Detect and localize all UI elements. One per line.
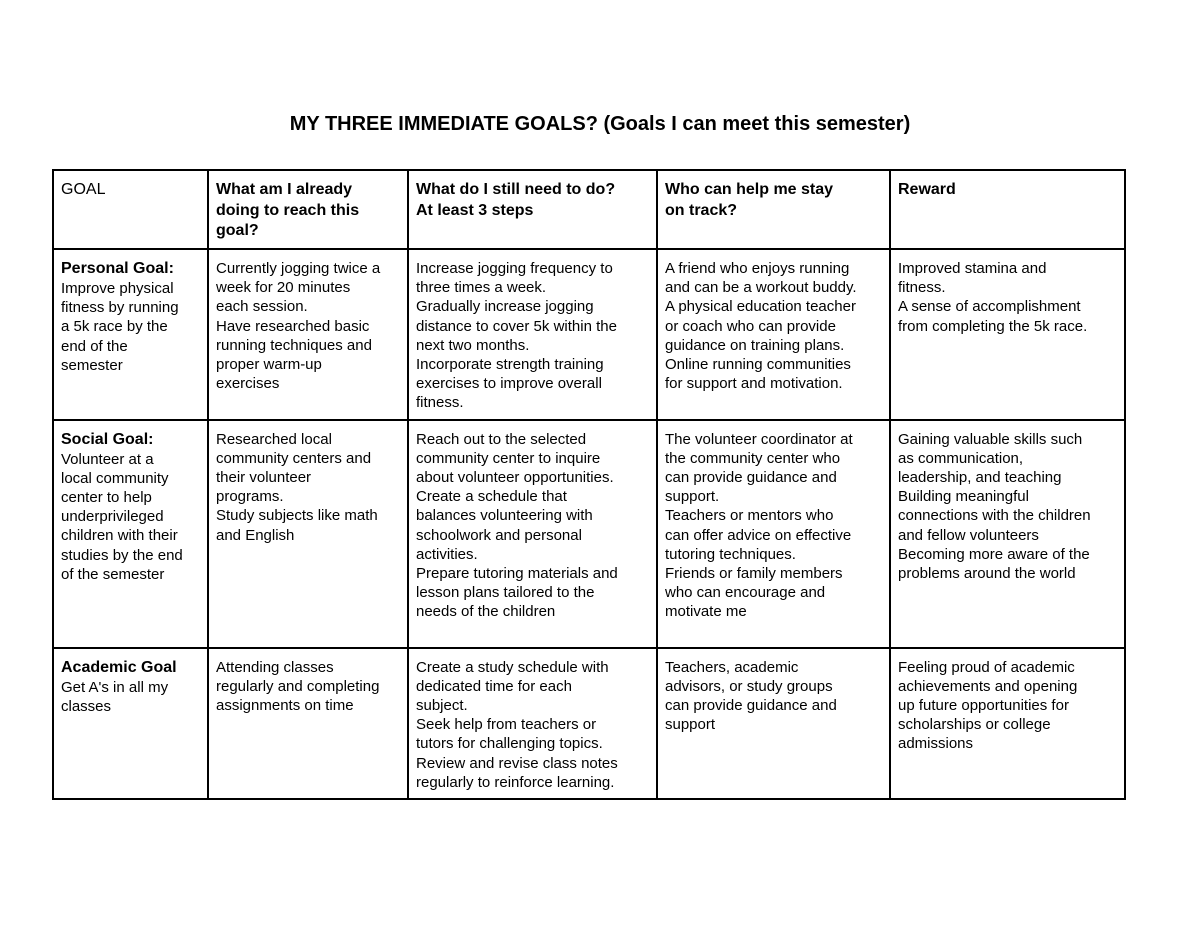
- text-line: Prepare tutoring materials and: [416, 565, 618, 583]
- text-line: assignments on time: [216, 697, 354, 715]
- text-line: Create a schedule that: [416, 488, 567, 506]
- already-cell: [208, 648, 408, 799]
- text-line: semester: [61, 356, 123, 374]
- goal-title: Academic Goal: [61, 658, 177, 676]
- text-line: classes: [61, 697, 112, 715]
- text-line: A sense of accomplishment: [898, 298, 1081, 316]
- header-line: on track?: [665, 201, 738, 219]
- text-line: running techniques and: [216, 336, 372, 354]
- page-title: MY THREE IMMEDIATE GOALS? (Goals I can meet this semester): [289, 113, 911, 135]
- goal-cell: [53, 249, 208, 420]
- header-line: doing to reach this: [216, 201, 360, 219]
- header-already: [208, 170, 408, 249]
- text-line: the community center who: [665, 449, 841, 467]
- text-line: fitness by running: [61, 299, 179, 317]
- text-line: tutors for challenging topics.: [416, 735, 603, 753]
- text-line: The volunteer coordinator at: [665, 430, 853, 448]
- text-line: A friend who enjoys running: [665, 260, 850, 277]
- text-line: who can encourage and: [665, 584, 826, 602]
- goal-title: Personal Goal:: [61, 260, 174, 277]
- text-line: up future opportunities for: [898, 697, 1069, 715]
- text-line: regularly to reinforce learning.: [416, 773, 615, 791]
- text-line: exercises: [216, 375, 280, 393]
- text-line: three times a week.: [416, 279, 547, 297]
- text-line: for support and motivation.: [665, 375, 843, 393]
- help-cell: [657, 249, 890, 420]
- text-line: exercises to improve overall: [416, 375, 602, 393]
- text-line: Volunteer at a: [61, 450, 154, 468]
- text-line: children with their: [61, 527, 178, 545]
- text-line: A physical education teacher: [665, 298, 856, 316]
- text-line: Friends or family members: [665, 565, 843, 583]
- header-line: What am I already: [216, 181, 353, 198]
- text-line: support: [665, 716, 716, 734]
- text-line: underprivileged: [61, 508, 164, 526]
- text-line: distance to cover 5k within the: [416, 317, 617, 335]
- goals-table: [52, 169, 1126, 800]
- text-line: and can be a workout buddy.: [665, 279, 857, 297]
- text-line: admissions: [898, 735, 974, 753]
- text-line: and English: [216, 526, 295, 544]
- text-line: center to help: [61, 489, 152, 507]
- header-todo: [408, 170, 657, 249]
- text-line: Attending classes: [216, 658, 334, 676]
- todo-cell: [408, 420, 657, 648]
- text-line: their volunteer: [216, 469, 312, 487]
- goal-title: Social Goal:: [61, 430, 154, 448]
- table-row: [53, 648, 1125, 799]
- header-line: At least 3 steps: [416, 201, 534, 219]
- text-line: Teachers or mentors who: [665, 507, 834, 525]
- text-line: Study subjects like math: [216, 507, 378, 525]
- help-cell: [657, 648, 890, 799]
- text-line: a 5k race by the: [61, 318, 168, 336]
- text-line: and fellow volunteers: [898, 526, 1039, 544]
- text-line: support.: [665, 488, 720, 506]
- text-line: schoolwork and personal: [416, 526, 582, 544]
- text-line: Researched local: [216, 430, 332, 448]
- text-line: Currently jogging twice a: [216, 260, 381, 277]
- header-goal: [53, 170, 208, 249]
- text-line: Gradually increase jogging: [416, 298, 594, 316]
- goal-cell: [53, 648, 208, 799]
- header-line: Who can help me stay: [665, 181, 834, 198]
- text-line: subject.: [416, 697, 468, 715]
- text-line: problems around the world: [898, 565, 1076, 583]
- goal-cell: [53, 420, 208, 648]
- header-goal-label: GOAL: [61, 181, 106, 198]
- table-row: [53, 249, 1125, 420]
- text-line: guidance on training plans.: [665, 336, 845, 354]
- reward-cell: [890, 420, 1125, 648]
- text-line: programs.: [216, 488, 284, 506]
- text-line: fitness.: [898, 279, 946, 297]
- header-line: Reward: [898, 181, 956, 198]
- text-line: needs of the children: [416, 603, 556, 621]
- text-line: fitness.: [416, 394, 464, 412]
- text-line: scholarships or college: [898, 716, 1051, 734]
- text-line: local community: [61, 469, 169, 487]
- header-line: What do I still need to do?: [416, 181, 616, 198]
- text-line: end of the: [61, 337, 128, 355]
- todo-cell: [408, 648, 657, 799]
- text-line: about volunteer opportunities.: [416, 469, 614, 487]
- text-line: lesson plans tailored to the: [416, 584, 595, 602]
- text-line: Online running communities: [665, 356, 851, 374]
- text-line: studies by the end: [61, 546, 183, 564]
- header-help: [657, 170, 890, 249]
- help-cell: [657, 420, 890, 648]
- text-line: or coach who can provide: [665, 317, 836, 335]
- text-line: each session.: [216, 298, 308, 316]
- header-line: goal?: [216, 222, 259, 239]
- text-line: leadership, and teaching: [898, 469, 1062, 487]
- reward-cell: [890, 249, 1125, 420]
- text-line: Get A's in all my: [61, 678, 169, 696]
- text-line: Have researched basic: [216, 317, 370, 335]
- text-line: Improved stamina and: [898, 260, 1047, 277]
- already-cell: [208, 420, 408, 648]
- text-line: can provide guidance and: [665, 697, 837, 715]
- text-line: proper warm-up: [216, 356, 322, 374]
- text-line: Improve physical: [61, 280, 174, 297]
- text-line: achievements and opening: [898, 677, 1078, 695]
- text-line: tutoring techniques.: [665, 545, 796, 563]
- text-line: Reach out to the selected: [416, 430, 587, 448]
- text-line: advisors, or study groups: [665, 677, 833, 695]
- text-line: activities.: [416, 545, 478, 563]
- text-line: Becoming more aware of the: [898, 545, 1090, 563]
- text-line: connections with the children: [898, 507, 1091, 525]
- text-line: community centers and: [216, 449, 372, 467]
- text-line: Review and revise class notes: [416, 754, 618, 772]
- already-cell: [208, 249, 408, 420]
- text-line: community center to inquire: [416, 449, 601, 467]
- reward-cell: [890, 648, 1125, 799]
- text-line: next two months.: [416, 336, 530, 354]
- table-header-row: [53, 170, 1125, 249]
- text-line: can offer advice on effective: [665, 526, 852, 544]
- text-line: balances volunteering with: [416, 507, 593, 525]
- todo-cell: [408, 249, 657, 420]
- text-line: from completing the 5k race.: [898, 317, 1088, 335]
- text-line: can provide guidance and: [665, 469, 837, 487]
- text-line: Seek help from teachers or: [416, 716, 597, 734]
- text-line: of the semester: [61, 565, 165, 583]
- text-line: week for 20 minutes: [216, 279, 351, 297]
- text-line: Feeling proud of academic: [898, 658, 1075, 676]
- text-line: Building meaningful: [898, 488, 1029, 506]
- text-line: Create a study schedule with: [416, 658, 609, 676]
- text-line: dedicated time for each: [416, 677, 572, 695]
- text-line: motivate me: [665, 603, 747, 621]
- text-line: Gaining valuable skills such: [898, 430, 1083, 448]
- table-row: [53, 420, 1125, 648]
- header-reward: [890, 170, 1125, 249]
- text-line: Teachers, academic: [665, 658, 799, 676]
- text-line: Incorporate strength training: [416, 356, 604, 374]
- text-line: as communication,: [898, 449, 1024, 467]
- text-line: regularly and completing: [216, 677, 380, 695]
- text-line: Increase jogging frequency to: [416, 260, 613, 277]
